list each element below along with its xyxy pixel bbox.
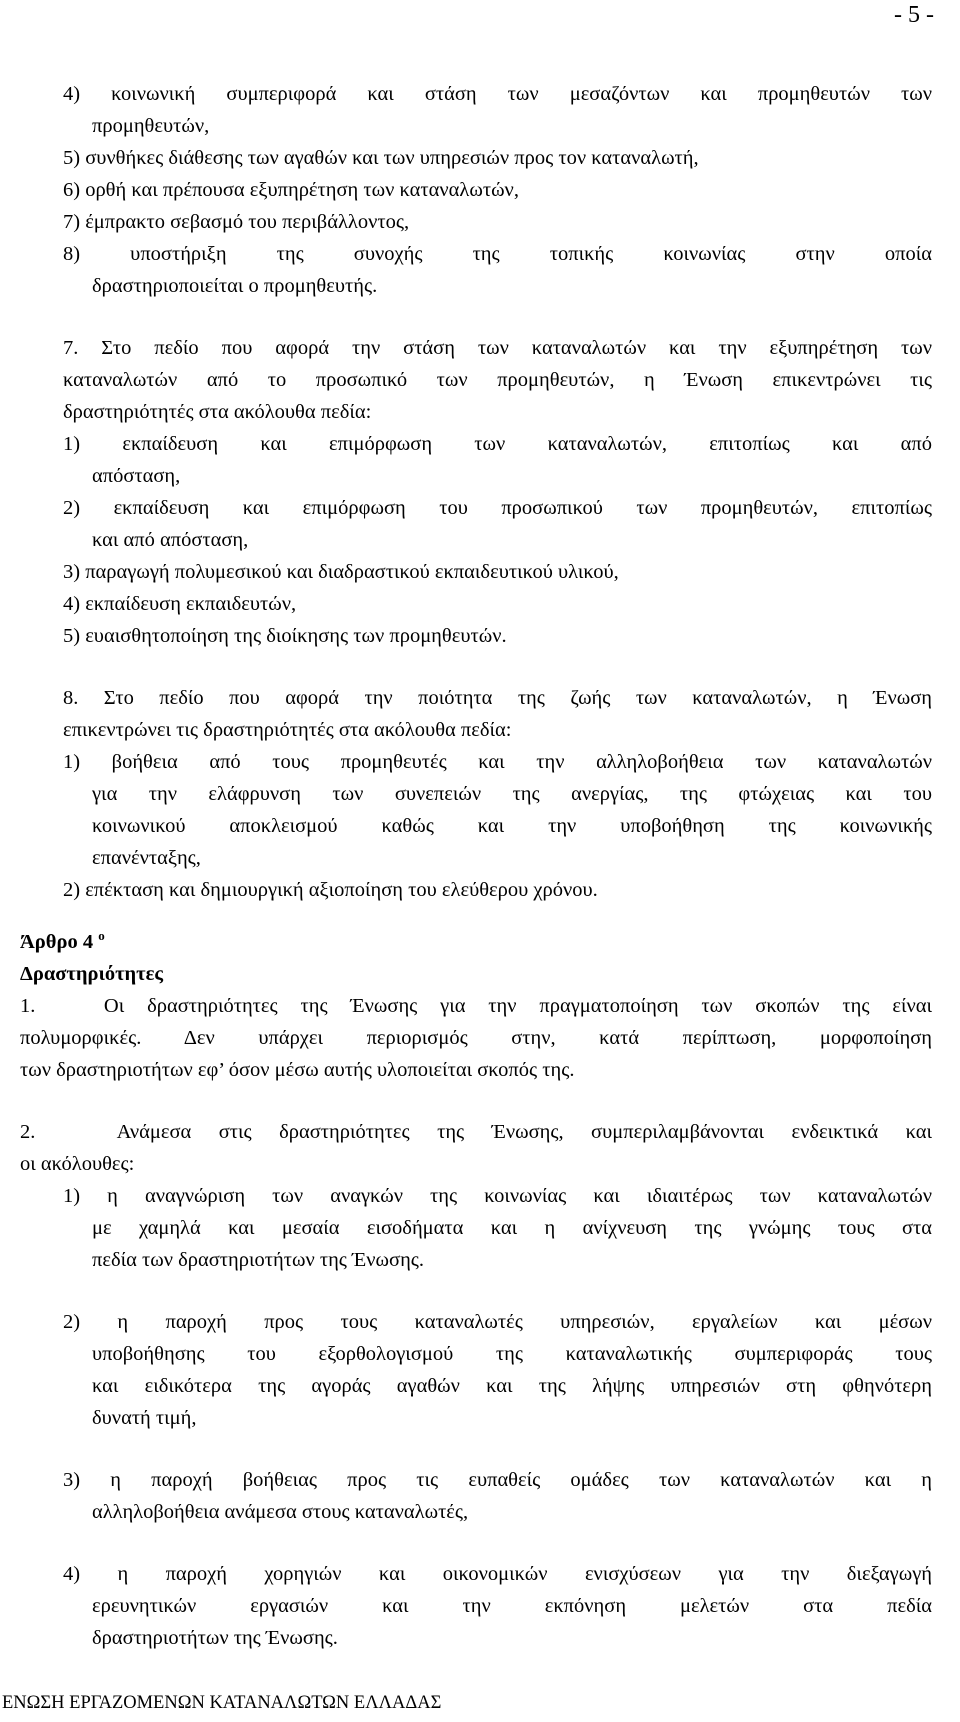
list-item-continuation: και από απόσταση, [92,529,249,551]
list-item-continuation: απόσταση, [92,465,181,487]
list-item: 1) εκπαίδευση και επιμόρφωση των καταναλωτών, επιτοπίως και από [63,433,932,455]
paragraph-1: των δραστηριοτήτων εφ’ όσον μέσω αυτής υλοποιείται σκοπός της. [20,1059,575,1081]
list-item-continuation: ερευνητικών εργασιών και την εκπόνηση μελετών στα πεδία [92,1595,932,1617]
section-7-text: καταναλωτών από το προσωπικό των προμηθευτών, η Ένωση επικεντρώνει τις [63,369,932,391]
list-item-continuation: δυνατή τιμή, [92,1407,197,1429]
list-item: 4) εκπαίδευση εκπαιδευτών, [63,593,297,615]
page-number: - 5 - [894,2,934,28]
section-7-text: δραστηριότητές στα ακόλουθα πεδία: [63,401,372,423]
list-item-continuation: προμηθευτών, [92,115,210,137]
list-item-continuation: κοινωνικού αποκλεισμού καθώς και την υποβοήθηση της κοινωνικής [92,815,932,837]
list-item-continuation: με χαμηλά και μεσαία εισοδήματα και η ανίχνευση της γνώμης τους στα [92,1217,932,1239]
list-item: 2) η παροχή προς τους καταναλωτές υπηρεσιών, εργαλείων και μέσων [63,1311,932,1333]
list-item: 1) βοήθεια από τους προμηθευτές και την αλληλοβοήθεια των καταναλωτών [63,751,932,773]
page-footer: ΕΝΩΣΗ ΕΡΓΑΖΟΜΕΝΩΝ ΚΑΤΑΝΑΛΩΤΩΝ ΕΛΛΑΔΑΣ [2,1693,442,1713]
list-item-continuation: και ειδικότερα της αγοράς αγαθών και της λήψης υπηρεσιών στη φθηνότερη [92,1375,932,1397]
list-item-continuation: υποβοήθησης του εξορθολογισμού της καταναλωτικής συμπεριφοράς τους [92,1343,932,1365]
list-item-continuation: για την ελάφρυνση των συνεπειών της ανεργίας, της φτώχειας και του [92,783,932,805]
list-item-continuation: πεδία των δραστηριοτήτων της Ένωσης. [92,1249,425,1271]
paragraph-2: 2. Ανάμεσα στις δραστηριότητες της Ένωσης, συμπεριλαμβάνονται ενδεικτικά και [20,1121,932,1143]
list-item: 8) υποστήριξη της συνοχής της τοπικής κοινωνίας στην οποία [63,243,932,265]
paragraph-2: οι ακόλουθες: [20,1153,135,1175]
paragraph-1: πολυμορφικές. Δεν υπάρχει περιορισμός στην, κατά περίπτωση, μορφοποίηση [20,1027,932,1049]
list-item-continuation: επανένταξης, [92,847,201,869]
section-8-text: επικεντρώνει τις δραστηριότητές στα ακόλουθα πεδία: [63,719,512,741]
paragraph-1: 1. Οι δραστηριότητες της Ένωσης για την πραγματοποίηση των σκοπών της είναι [20,995,932,1017]
list-item: 5) συνθήκες διάθεσης των αγαθών και των υπηρεσιών προς τον καταναλωτή, [63,147,699,169]
list-item: 4) η παροχή χορηγιών και οικονομικών ενισχύσεων για την διεξαγωγή [63,1563,932,1585]
list-item: 3) παραγωγή πολυμεσικού και διαδραστικού εκπαιδευτικού υλικού, [63,561,619,583]
list-item: 2) επέκταση και δημιουργική αξιοποίηση του ελεύθερου χρόνου. [63,879,598,901]
list-item: 7) έμπρακτο σεβασμό του περιβάλλοντος, [63,211,410,233]
list-item: 1) η αναγνώριση των αναγκών της κοινωνίας και ιδιαιτέρως των καταναλωτών [63,1185,932,1207]
section-7-text: 7. Στο πεδίο που αφορά την στάση των καταναλωτών και την εξυπηρέτηση των [63,337,932,359]
list-item: 4) κοινωνική συμπεριφορά και στάση των μεσαζόντων και προμηθευτών των [63,83,932,105]
list-item: 5) ευαισθητοποίηση της διοίκησης των προμηθευτών. [63,625,507,647]
article-title: Άρθρο 4 $^o$ [20,928,105,953]
list-item: 3) η παροχή βοήθειας προς τις ευπαθείς ομάδες των καταναλωτών και η [63,1469,932,1491]
article-subtitle: Δραστηριότητες [20,963,164,985]
list-item-continuation: δραστηριοποιείται ο προμηθευτής. [92,275,378,297]
list-item-continuation: αλληλοβοήθεια ανάμεσα στους καταναλωτές, [92,1501,469,1523]
list-item: 2) εκπαίδευση και επιμόρφωση του προσωπικού των προμηθευτών, επιτοπίως [63,497,932,519]
list-item: 6) ορθή και πρέπουσα εξυπηρέτηση των καταναλωτών, [63,179,519,201]
section-8-text: 8. Στο πεδίο που αφορά την ποιότητα της ζωής των καταναλωτών, η Ένωση [63,687,932,709]
list-item-continuation: δραστηριοτήτων της Ένωσης. [92,1627,338,1649]
